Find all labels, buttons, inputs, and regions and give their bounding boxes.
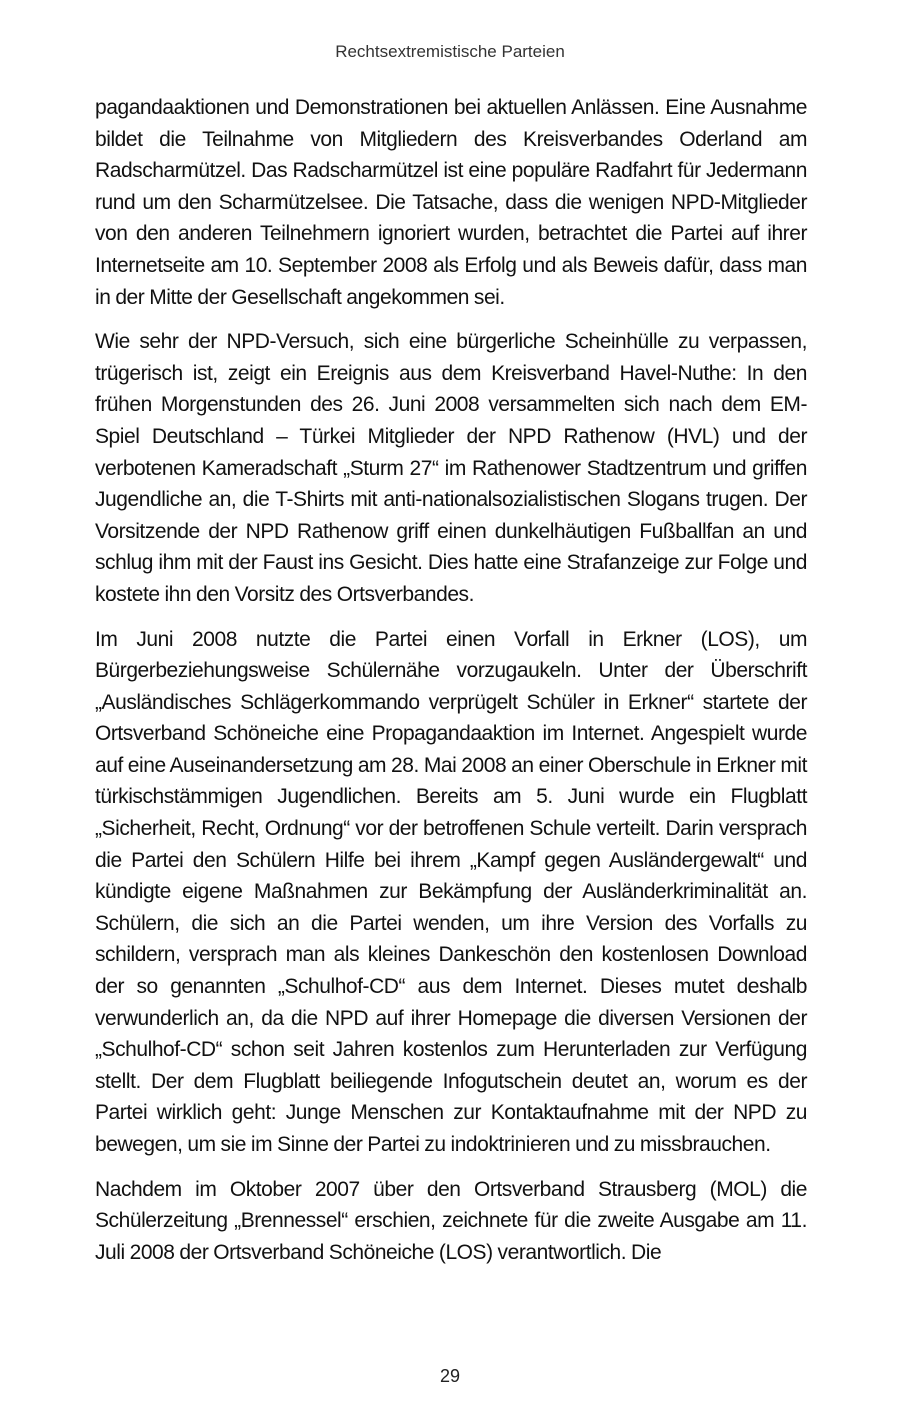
paragraph-4: Nachdem im Oktober 2007 über den Ortsverband Strausberg (MOL) die Schülerzeitung „Brennessel“ erschien, zeichnete für die zweite Ausgabe am 11. Juli 2008 der Ortsverband Schöneiche (LOS) verantwortlich. Die (95, 1177, 807, 1264)
paragraph-3: Im Juni 2008 nutzte die Partei einen Vorfall in Erkner (LOS), um Bürgerbeziehungsweise Schülernähe vorzugaukeln. Unter der Überschrift „Ausländisches Schlägerkommando verprügelt Schüler in Erkner“ startete der Ortsverband Schöneiche eine Propagandaaktion im Internet. Angespielt wurde auf eine Auseinandersetzung am 28. Mai 2008 an einer Oberschule in Erkner mit türkischstämmigen Jugendlichen. Bereits am 5. Juni wurde ein Flugblatt „Sicherheit, Recht, Ordnung“ vor der betroffenen Schule verteilt. Darin versprach die Partei den Schülern Hilfe bei ihrem „Kampf gegen Ausländergewalt“ und kündigte eigene Maßnahmen zur Bekämpfung der Ausländerkriminalität an. Schülern, die sich an die Partei wenden, um ihre Version des Vorfalls zu schildern, versprach man als kleines Dankeschön den kostenlosen Download der so genannten „Schulhof-CD“ aus dem Internet. Dieses mutet deshalb verwunderlich an, da die NPD auf ihrer Homepage die diversen Versionen der „Schulhof-CD“ schon seit Jahren kostenlos zum Herunterladen zur Verfügung stellt. Der dem Flugblatt beiliegende Infogutschein deutet an, worum es der Partei wirklich geht: Junge Menschen zur Kontaktaufnahme mit der NPD zu bewegen, um sie im Sinne der Partei zu indoktrinieren und zu missbrauchen. (95, 627, 807, 1156)
paragraph-2: Wie sehr der NPD-Versuch, sich eine bürgerliche Scheinhülle zu verpassen, trügerisch ist, zeigt ein Ereignis aus dem Kreisverband Havel-Nuthe: In den frühen Morgenstunden des 26. Juni 2008 versammelten sich nach dem EM-Spiel Deutschland – Türkei Mitglieder der NPD Rathenow (HVL) und der verbotenen Kameradschaft „Sturm 27“ im Rathenower Stadtzentrum und griffen Jugendliche an, die T-Shirts mit anti-nationalsozialistischen Slogans trugen. Der Vorsitzende der NPD Rathenow griff einen dunkelhäutigen Fußballfan an und schlug ihm mit der Faust ins Gesicht. Dies hatte eine Strafanzeige zur Folge und kostete ihn den Vorsitz des Ortsverbandes. (95, 330, 807, 606)
running-header: Rechtsextremistische Parteien (335, 42, 565, 61)
body-text (95, 92, 807, 1281)
paragraph-1: pagandaaktionen und Demonstrationen bei aktuellen Anlässen. Eine Ausnahme bildet die Teilnahme von Mitgliedern des Kreisverbandes Oderland am Radscharmützel. Das Radscharmützel ist eine populäre Radfahrt für Jedermann rund um den Scharmützelsee. Die Tatsache, dass die wenigen NPD-Mitglieder von den anderen Teilnehmern ignoriert wurden, betrachtet die Partei auf ihrer Internetseite am 10. September 2008 als Erfolg und als Beweis dafür, dass man in der Mitte der Gesellschaft angekommen sei. (95, 96, 807, 309)
page-number: 29 (439, 1366, 461, 1386)
